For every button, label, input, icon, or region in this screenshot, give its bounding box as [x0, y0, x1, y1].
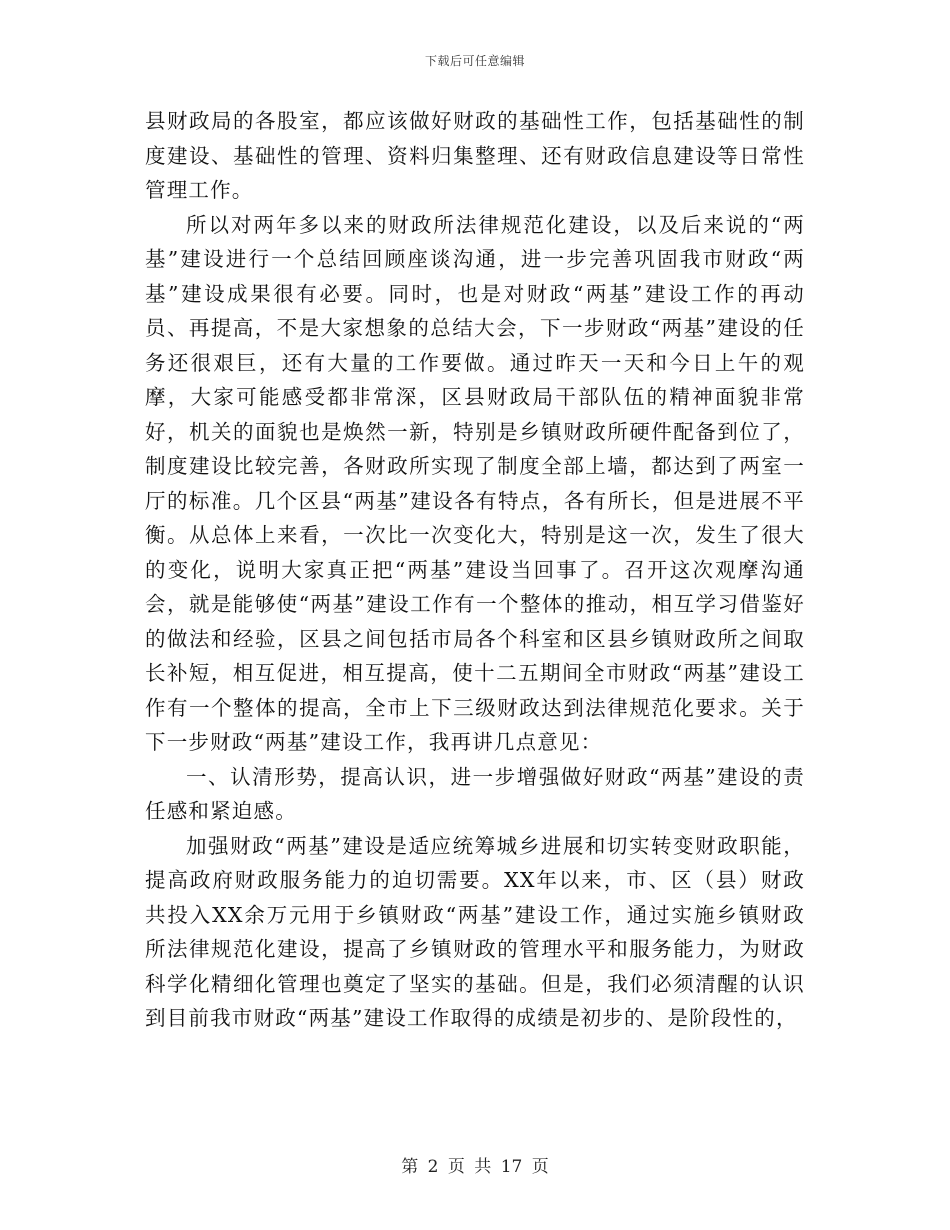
page-header: 下载后可任意编辑 [424, 54, 525, 68]
document-body [145, 104, 805, 1036]
paragraph-4: 加强财政“两基”建设是适应统筹城乡进展和切实转变财政职能，提高政府财政服务能力的迫切需要。XX年以来，市、区（县）财政共投入XX余万元用于乡镇财政“两基”建设工作，通过实施乡镇财政所法律规范化建设，提高了乡镇财政的管理水平和服务能力，为财政科学化精细化管理也奠定了坚实的基础。但是，我们必须清醒的认识到目前我市财政“两基”建设工作取得的成绩是初步的、是阶段性的， [145, 833, 805, 1030]
page-number-footer: 第 2 页 共 17 页 [401, 1157, 549, 1177]
paragraph-3-heading: 一、认清形势，提高认识，进一步增强做好财政“两基”建设的责任感和紧迫感。 [145, 764, 805, 823]
paragraph-1: 县财政局的各股室，都应该做好财政的基础性工作，包括基础性的制度建设、基础性的管理、资料归集整理、还有财政信息建设等日常性管理工作。 [145, 109, 805, 202]
paragraph-2: 所以对两年多以来的财政所法律规范化建设，以及后来说的“两基”建设进行一个总结回顾座谈沟通，进一步完善巩固我市财政“两基”建设成果很有必要。同时，也是对财政“两基”建设工作的再动员、再提高，不是大家想象的总结大会，下一步财政“两基”建设的任务还很艰巨，还有大量的工作要做。通过昨天一天和今日上午的观摩，大家可能感受都非常深，区县财政局干部队伍的精神面貌非常好，机关的面貌也是焕然一新，特别是乡镇财政所硬件配备到位了，制度建设比较完善，各财政所实现了制度全部上墙，都达到了两室一厅的标准。几个区县“两基”建设各有特点，各有所长，但是进展不平衡。从总体上来看，一次比一次变化大，特别是这一次，发生了很大的变化，说明大家真正把“两基”建设当回事了。召开这次观摩沟通会，就是能够使“两基”建设工作有一个整体的推动，相互学习借鉴好的做法和经验，区县之间包括市局各个科室和区县乡镇财政所之间取长补短，相互促进，相互提高，使十二五期间全市财政“两基”建设工作有一个整体的提高，全市上下三级财政达到法律规范化要求。关于下一步财政“两基”建设工作，我再讲几点意见： [145, 212, 805, 754]
